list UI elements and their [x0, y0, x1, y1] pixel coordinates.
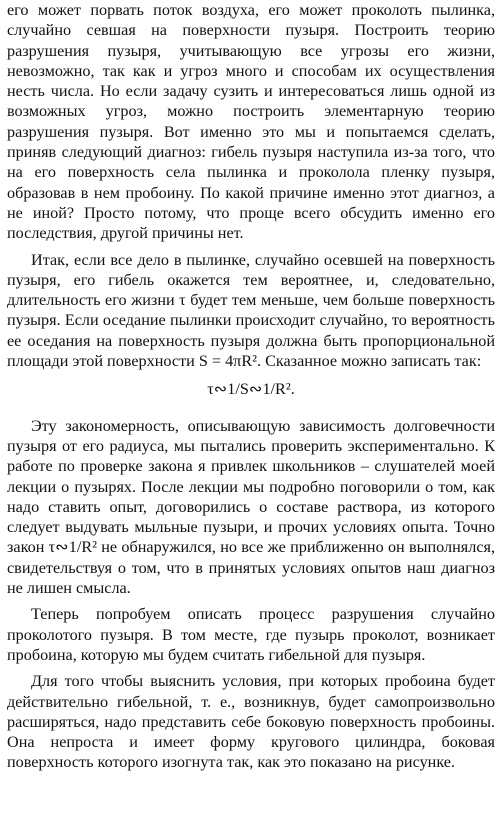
paragraph-5: Для того чтобы выяснить условия, при которых пробоина будет действительно гибельной, т. е., возникнув, будет самопроизвольно расширяться, надо представить себе боковую поверхность пробоины. Она непроста и имеет форму кругового цилиндра, боковая поверхность которого изогнута так, как это показано на рисунке.: [7, 672, 495, 772]
paragraph-4: Теперь попробуем описать процесс разрушения случайно проколотого пузыря. В том месте, где пузырь проколот, возникает пробоина, которую мы будем считать гибельной для пузыря.: [7, 605, 495, 664]
paragraph-1: его может порвать поток воздуха, его может проколоть пылинка, случайно севшая на поверхности пузыря. Построить теорию разрушения пузыря, учитывающую все угрозы его жизни, невозможно, так как и угроз много и способам их осуществления несть числа. Но если задачу сузить и интересоваться лишь одной из возможных угроз, можно построить элементарную теорию разрушения пузыря. Вот именно это мы и попытаемся сделать, приняв следующий диагноз: гибель пузыря наступила из-за того, что на его поверхность села пылинка и проколола пленку пузыря, образовав в нем пробоину. По какой причине именно этот диагноз, а не иной? Просто потому, что проще всего обсудить именно его последствия, другой причины нет.: [7, 1, 495, 243]
document-page: [7, 0, 495, 773]
formula: τ∾1/S∾1/R².: [207, 380, 295, 399]
paragraph-3: Эту закономерность, описывающую зависимость долговечности пузыря от его радиуса, мы пытались проверить экспериментально. К работе по проверке закона я привлек школьников – слушателей моей лекции о пузырях. После лекции мы подробно поговорили о том, как надо ставить опыт, договорились о составе раствора, из которого следует выдувать мыльные пузыри, и прочих условиях опыта. Точно закон τ∾1/R² не обнаружился, но все же приближенно он выполнялся, свидетельствуя о том, что в принятых условиях опытов наш диагноз не лишен смысла.: [7, 416, 495, 598]
paragraph-2: Итак, если все дело в пылинке, случайно осевшей на поверхность пузыря, его гибель окажется тем вероятнее, и, следовательно, длительность его жизни τ будет тем меньше, чем больше поверхность пузыря. Если оседание пылинки происходит случайно, то вероятность ее оседания на поверхность пузыря должна быть пропорциональной площади этой поверхности S = 4πR². Сказанное можно записать так:: [7, 250, 495, 371]
